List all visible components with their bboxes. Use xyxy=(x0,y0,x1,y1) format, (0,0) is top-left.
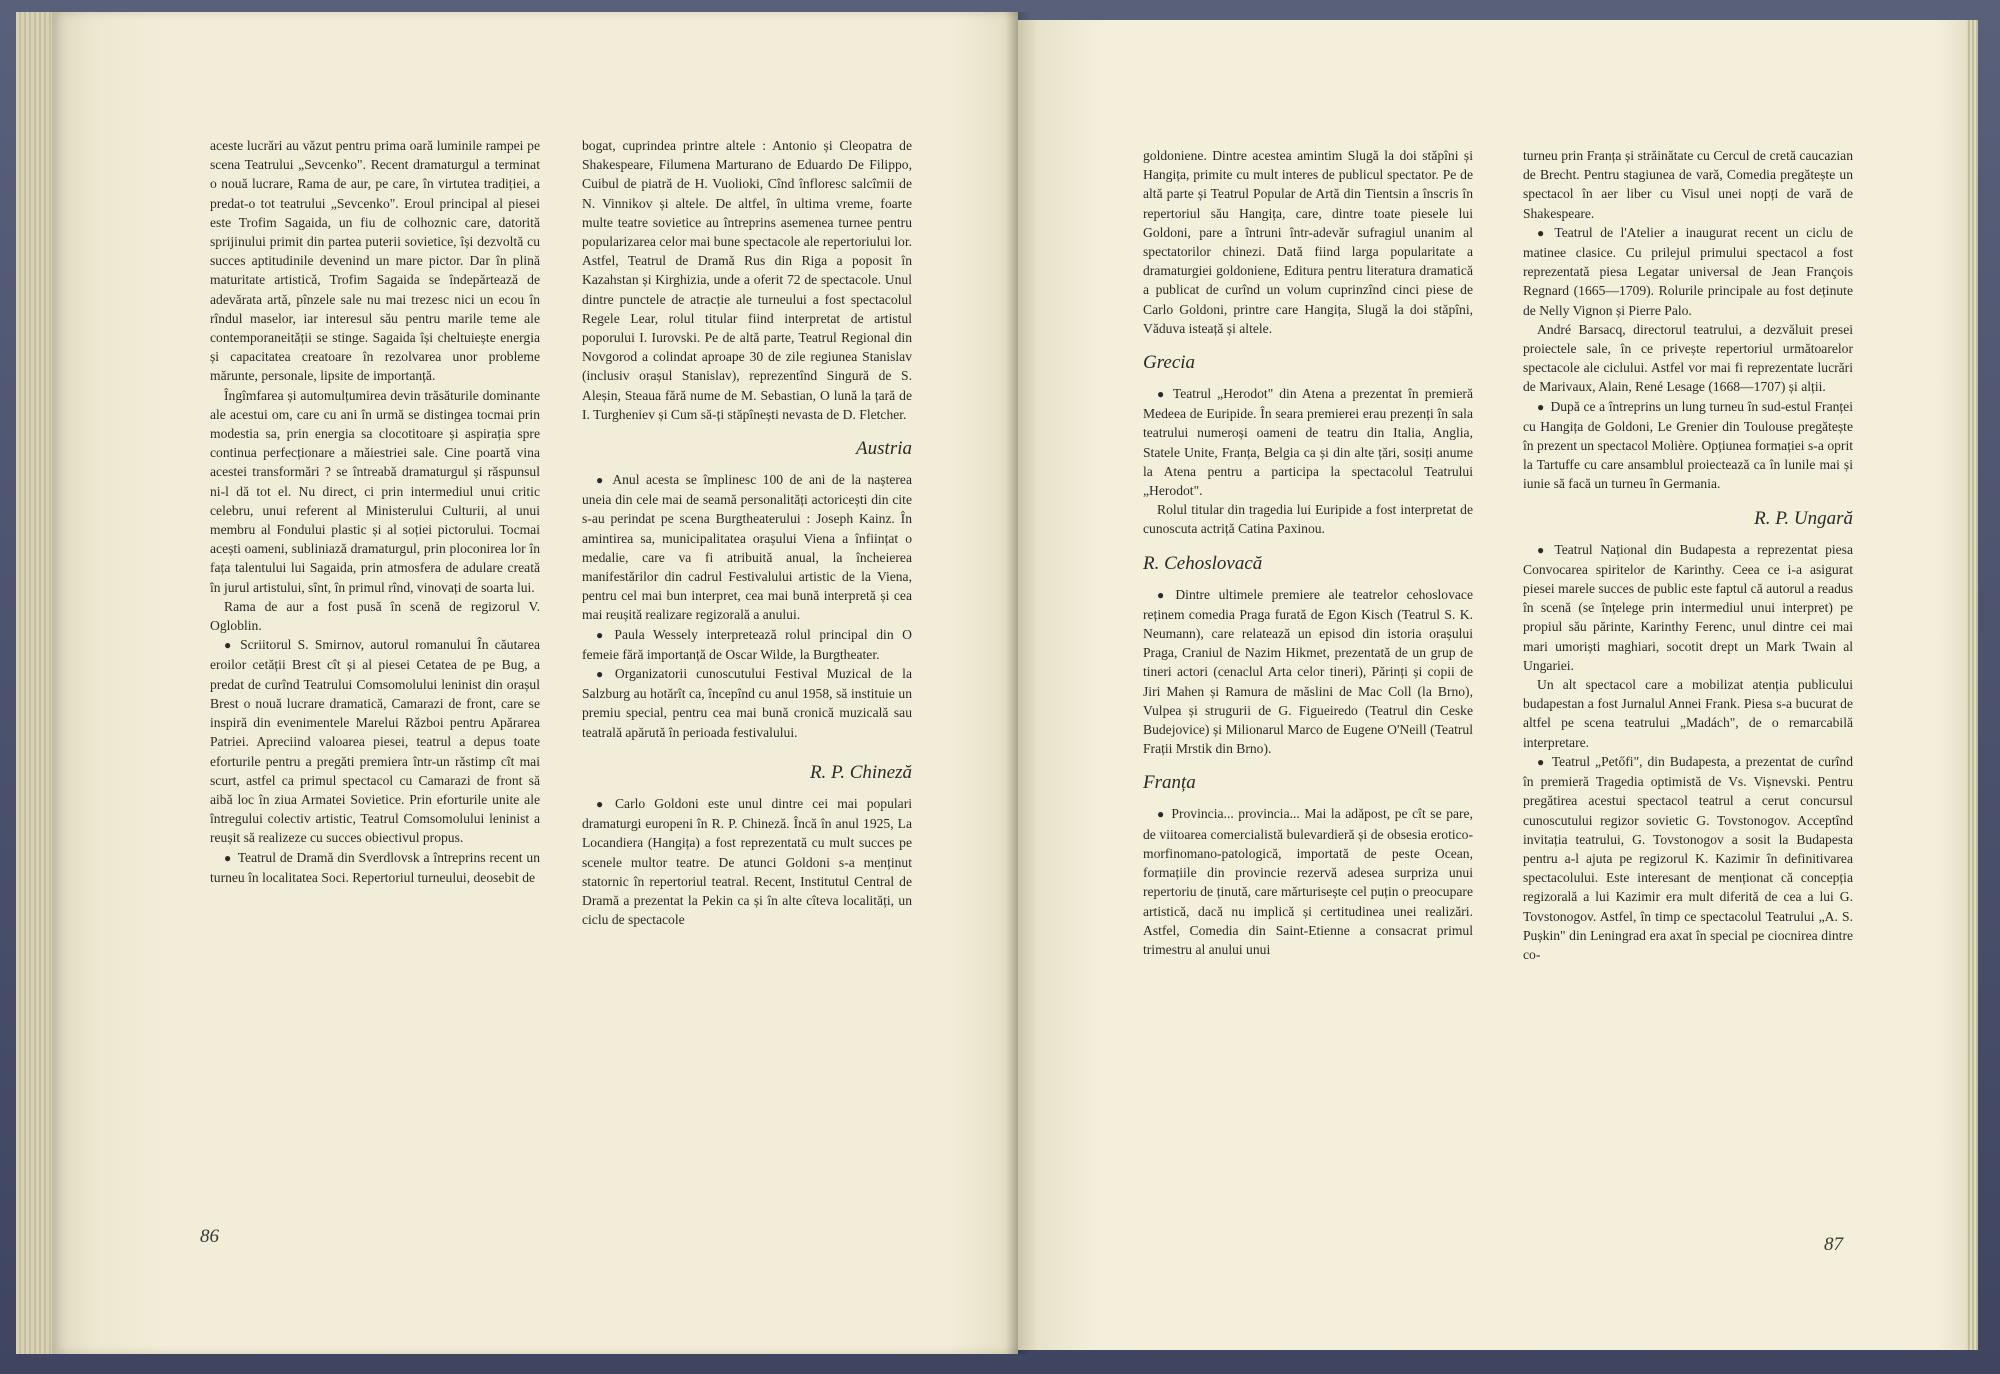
bullet-icon: ● xyxy=(1537,225,1549,240)
paragraph-text: André Barsacq, directorul teatrului, a dezvăluit presei proiectele sale, în ce privește repertoriul următoarelor spectacole ale ciclului. Astfel vor mai fi reprezentate lucrări de Marivaux, Alain, René Lesage (1668—1707) și alții. xyxy=(1523,321,1853,395)
bullet-icon: ● xyxy=(1157,587,1170,602)
paragraph-text: După ce a întreprins un lung turneu în sud-estul Franței cu Hangița de Goldoni, Le Grenier din Toulouse pregătește în prezent un spectacol Molière. Opțiunea formației s-a oprit la Tartuffe cu care ansamblul proiectează ca în lunile mai și iunie să facă un turneu în Germania. xyxy=(1523,398,1853,492)
right-page xyxy=(1018,20,1970,1350)
paragraph-text: Teatrul de Dramă din Sverdlovsk a întreprins recent un turneu în localitatea Soci. Repertoriul turneului, deosebit de xyxy=(210,849,541,885)
paragraph xyxy=(1143,804,1473,959)
paragraph xyxy=(1523,540,1853,675)
paragraph xyxy=(582,794,912,929)
paragraph xyxy=(1143,585,1473,759)
paragraph xyxy=(210,635,540,847)
paragraph xyxy=(582,136,912,424)
paragraph-text: Scriitorul S. Smirnov, autorul romanului În căutarea eroilor cetății Brest cît și al piesei Cetatea de pe Bug, a predat de curînd Teatrului Comsomolului leninist din orașul Brest o nouă lucrare dramatică, Camarazi de front, care se inspiră din evenimentele Marelui Război pentru Apărarea Patriei. Apreciind valoarea piesei, teatrul a depus toate eforturile pentru a pregăti premiera într-un răstimp cît mai scurt, astfel ca primul spectacol cu Camarazi de front să aibă loc în ziua Armatei Sovietice. Prin eforturile unite ale întregului colectiv artistic, Teatrul Comsomolului leninist a reușit să realizeze cu succes obiectivul propus. xyxy=(210,637,541,846)
paragraph-text: Teatrul de l'Atelier a inaugurat recent un ciclu de matinee clasice. Cu prilejul primului spectacol a fost reprezentată piesa Legatar universal de Jean François Regnard (1665—1709). Rolurile principale au fost deținute de Nelly Vignon și Pierre Palo. xyxy=(1523,224,1854,318)
austria-section xyxy=(582,470,912,742)
page-number-left: 86 xyxy=(200,1226,219,1247)
paragraph-text: Paula Wessely interpretează rolul principal din O femeie fără importanță de Oscar Wilde, la Burgtheater. xyxy=(582,626,912,662)
paragraph xyxy=(1523,397,1853,494)
bullet-icon: ● xyxy=(1157,387,1167,402)
paragraph-text: Rolul titular din tragedia lui Euripide a fost interpretat de cunoscuta actriță Catina Paxinou. xyxy=(1143,502,1473,537)
paragraph xyxy=(1523,752,1853,964)
heading-ungaria: R. P. Ungară xyxy=(1754,507,1853,529)
paragraph xyxy=(210,386,540,597)
column-3 xyxy=(1143,146,1473,959)
page-number-right: 87 xyxy=(1824,1234,1843,1255)
paragraph-text: aceste lucrări au văzut pentru prima oară luminile rampei pe scena Teatrului „Sevcenko". Recent dramaturgul a terminat o nouă lucrare, Rama de aur, pe care, în virtutea tradiției, a predat-o tot teatrului „Sevcenko". Eroul principal al piesei este Trofim Sagaida, un fiu de colhoznic care, datorită sprijinului primit din partea puterii sovietice, își dezvoltă cu succes aptitudinile devenind un mare pictor. Dar în plină maturitate artistică, Trofim Sagaida se îndepărtează de adevărata artă, pînzele sale nu mai trezesc nici un ecou în rîndul maselor, iar interesul său pentru marile teme ale contemporaneității se stinge. Sagaida își cheltuiește energia și capacitatea creatoare în rezolvarea unor probleme mărunte, personale, lipsite de importanță. xyxy=(210,138,540,384)
paragraph-text: Îngîmfarea și automulțumirea devin trăsăturile dominante ale acestui om, care cu ani în urmă se distingea tocmai prin modestia sa, prin energia sa clocotitoare și aspirația spre continua perfecționare a măiestriei sale. Cine poartă vina acestei transformări ? se întreabă dramaturgul și răspunsul ni-l dă tot el. Nu direct, ci prin intermediul unui critic celebru, unui referent al Ministerului Culturii, al unui membru al Fondului plastic și al soției pictorului. Tocmai acești oameni, subliniază dramaturgul, prin ploconirea lor în fața talentului lui Sagaida, prin atmosfera de adulare creată în jurul artistului, sînt, în primul rînd, vinovați de soarta lui. xyxy=(210,387,540,595)
paragraph-text: Rama de aur a fost pusă în scenă de regizorul V. Ogloblin. xyxy=(210,598,540,634)
paragraph xyxy=(210,136,540,386)
paragraph xyxy=(1523,146,1853,223)
china-section xyxy=(582,794,912,929)
bullet-icon: ● xyxy=(596,667,609,682)
column-4 xyxy=(1523,146,1853,964)
column-2-top xyxy=(582,136,912,424)
paragraph xyxy=(1523,320,1853,397)
bullet-icon: ● xyxy=(1537,542,1549,557)
bullet-icon: ● xyxy=(596,473,607,488)
paragraph xyxy=(210,597,540,635)
paragraph-text: Carlo Goldoni este unul dintre cei mai populari dramaturgi europeni în R. P. Chineză. Încă în anul 1925, La Locandiera (Hangița) a fost reprezentată cu mult succes pe scenele multor teatre. De atunci Goldoni s-a menținut statornic în repertoriul teatral. Recent, Institutul Central de Dramă a prezentat la Pekin ca și în alte cîteva localități, un ciclu de spectacole xyxy=(582,795,913,928)
paragraph xyxy=(582,470,912,625)
paragraph-text: Teatrul „Petőfi", din Budapesta, a prezentat de curînd în premieră Tragedia optimistă de Vs. Vișnevski. Pentru pregătirea acestui spectacol teatrul a cerut concursul cunoscutului regizor sovietic G. Tovstonogov. Acceptînd invitația teatrului, G. Tovstonogov a sosit la Budapesta pentru a-l ajuta pe regizorul K. Kazimir în definitivarea spectacolului. Este interesant de menționat că concepția regizorală a lui Kazimir era mult diferită de cea a lui G. Tovstonogov. Astfel, în timp ce spectacolul Teatrului „A. S. Pușkin" din Leningrad era axat în special pe ciocnirea dintre co- xyxy=(1523,753,1854,962)
paragraph-text: turneu prin Franța și străinătate cu Cercul de cretă caucazian de Brecht. Pentru stagiunea de vară, Comedia pregătește un spectacol în aer liber cu Visul unei nopți de vară de Shakespeare. xyxy=(1523,148,1853,221)
paragraph xyxy=(582,625,912,664)
bullet-icon: ● xyxy=(596,796,609,811)
left-page xyxy=(52,12,1018,1354)
paragraph-text: Teatrul „Herodot" din Atena a prezentat în premieră Medeea de Euripide. În seara premierei erau prezenți în sala teatrului numeroși oameni de teatru din Italia, Anglia, Statele Unite, Franța, Belgia ca și din alte țări, sosiți anume la Atena pentru a participa la spectacolul Teatrului „Herodot". xyxy=(1143,386,1473,499)
column-4-top xyxy=(1523,146,1853,494)
paragraph-text: Provincia... provincia... Mai la adăpost, pe cît se pare, de viitoarea comercialistă bulevardieră și de obsesia erotico-morfinomano-patologică, importată de peste Ocean, formațiile din provincie rezervă adesea surpriza unui repertoriu de ținută, care mărturisește cel puțin o preocupare artistică, dacă nu implică și certitudinea unei realizări. Astfel, Comedia din Saint-Etienne a consacrat primul trimestru al anului unui xyxy=(1143,806,1473,957)
paragraph-text: bogat, cuprindea printre altele : Antonio și Cleopatra de Shakespeare, Filumena Marturano de Eduardo De Filippo, Cuibul de piatră de H. Vuolioki, Cînd înfloresc salcîmii de N. Vinnikov și altele. De altfel, în ultima vreme, foarte multe teatre sovietice au întreprins asemenea turnee pentru popularizarea celor mai bune spectacole ale repertoriului lor. Astfel, Teatrul de Dramă Rus din Riga a poposit în Kazahstan și Kirghizia, unde a oferit 72 de spectacole. Unul dintre punctele de atracție ale turneului a fost spectacolul Regele Lear, rolul titular fiind interpretat de artistul poporului I. Iurovski. Pe de altă parte, Teatrul Regional din Novgorod a colindat aproape 30 de zile regiunea Stanislav (inclusiv orașul Stanislav), reprezentînd Singură de S. Aleșin, Steaua fără nume de M. Sebastian, O lună la țară de I. Turgheniev și Cum să-ți stăpînești nevasta de D. Fletcher. xyxy=(582,138,912,422)
bullet-icon: ● xyxy=(1537,754,1546,769)
heading-grecia: Grecia xyxy=(1143,352,1196,374)
bullet-icon: ● xyxy=(596,627,609,642)
paragraph xyxy=(1523,675,1853,752)
column-3-top xyxy=(1143,146,1473,338)
paragraph xyxy=(1143,500,1473,538)
cehoslovacia-section xyxy=(1143,585,1473,759)
column-2 xyxy=(582,136,912,929)
grecia-section xyxy=(1143,384,1473,539)
heading-franta: Franța xyxy=(1143,772,1196,794)
paragraph xyxy=(1523,223,1853,320)
bullet-icon: ● xyxy=(224,638,235,653)
paragraph xyxy=(1143,384,1473,500)
ungaria-section xyxy=(1523,540,1853,964)
paragraph-text: Teatrul Național din Budapesta a reprezentat piesa Convocarea spiritelor de Karinthy. Ceea ce i-a asigurat piesei marele succes de public este faptul că autorul a readus în scenă (se înțelege prin intermediul unui interpret) pe propiul său părinte, Karinthy Ferenc, unul dintre cei mai mari umoriști maghiari, socotit drept un Mark Twain al Ungariei. xyxy=(1523,541,1854,673)
paragraph-text: Un alt spectacol care a mobilizat atenția publicului budapestan a fost Jurnalul Annei Frank. Piesa s-a bucurat de altfel pe scena teatrului „Madách", de o remarcabilă interpretare. xyxy=(1523,677,1853,750)
page-edges-right xyxy=(1966,20,1978,1350)
paragraph xyxy=(1143,146,1473,338)
paragraph-text: Anul acesta se împlinesc 100 de ani de la nașterea uneia din cele mai de seamă personalități actoricești din cite s-au perindat pe scena Burgtheaterului : Joseph Kainz. În amintirea sa, municipalitatea orașului Viena a înființat o medalie, care va fi atribuită anual, la încheierea manifestărilor din cadrul Festivalului artistic de la Viena, pentru cel mai bun interpret, cea mai bună interpretă și cea mai reușită realizare regizorală a anului. xyxy=(582,472,912,623)
column-1 xyxy=(210,136,540,887)
paragraph xyxy=(582,664,912,742)
heading-china: R. P. Chineză xyxy=(809,761,912,783)
paragraph-text: Dintre ultimele premiere ale teatrelor cehoslovace reținem comedia Praga furată de Egon Kisch (Teatrul S. K. Neumann), care relatează un episod din istoria orașului Praga, Craniul de Nazim Hikmet, prezentată de un grup de tineri actori (cenaclul Arta celor tineri), Părinți și copii de Jiri Mahen și Ramura de măslini de Mac Coll (la Brno), Vulpea și strugurii de G. Figueiredo (Teatrul din Ceske Budejovice) și Milionarul Marco de Eugene O'Neill (Teatrul Frații Mrstik din Brno). xyxy=(1143,586,1473,757)
paragraph xyxy=(210,848,540,887)
paragraph-text: Organizatorii cunoscutului Festival Muzical de la Salzburg au hotărît ca, începînd cu anul 1958, să instituie un premiu special, pentru cea mai bună cronică muzicală sau teatrală apărută în perioada festivalului. xyxy=(582,666,912,740)
franta-section xyxy=(1143,804,1473,959)
bullet-icon: ● xyxy=(1537,399,1545,414)
heading-cehoslovacia: R. Cehoslovacă xyxy=(1143,552,1263,574)
bullet-icon: ● xyxy=(224,850,232,865)
heading-austria: Austria xyxy=(856,438,912,460)
bullet-icon: ● xyxy=(1157,807,1166,822)
page-edges-left xyxy=(16,12,56,1354)
paragraph-text: goldoniene. Dintre acestea amintim Slugă la doi stăpîni și Hangița, primite cu mult interes de publicul spectator. Pe de altă parte și Teatrul Popular de Artă din Tientsin a înscris în repertoriul său Hangița, care, dintre toate piesele lui Goldoni, pare a întruni într-adevăr sufragiul unanim al spectatorilor chinezi. Dată fiind larga popularitate a dramaturgiei goldoniene, Editura pentru literatura dramatică a publicat de curînd un volum cuprinzînd cinci piese de Carlo Goldoni, printre care Hangița, Slugă la doi stăpîni, Văduva isteață și altele. xyxy=(1143,148,1473,336)
